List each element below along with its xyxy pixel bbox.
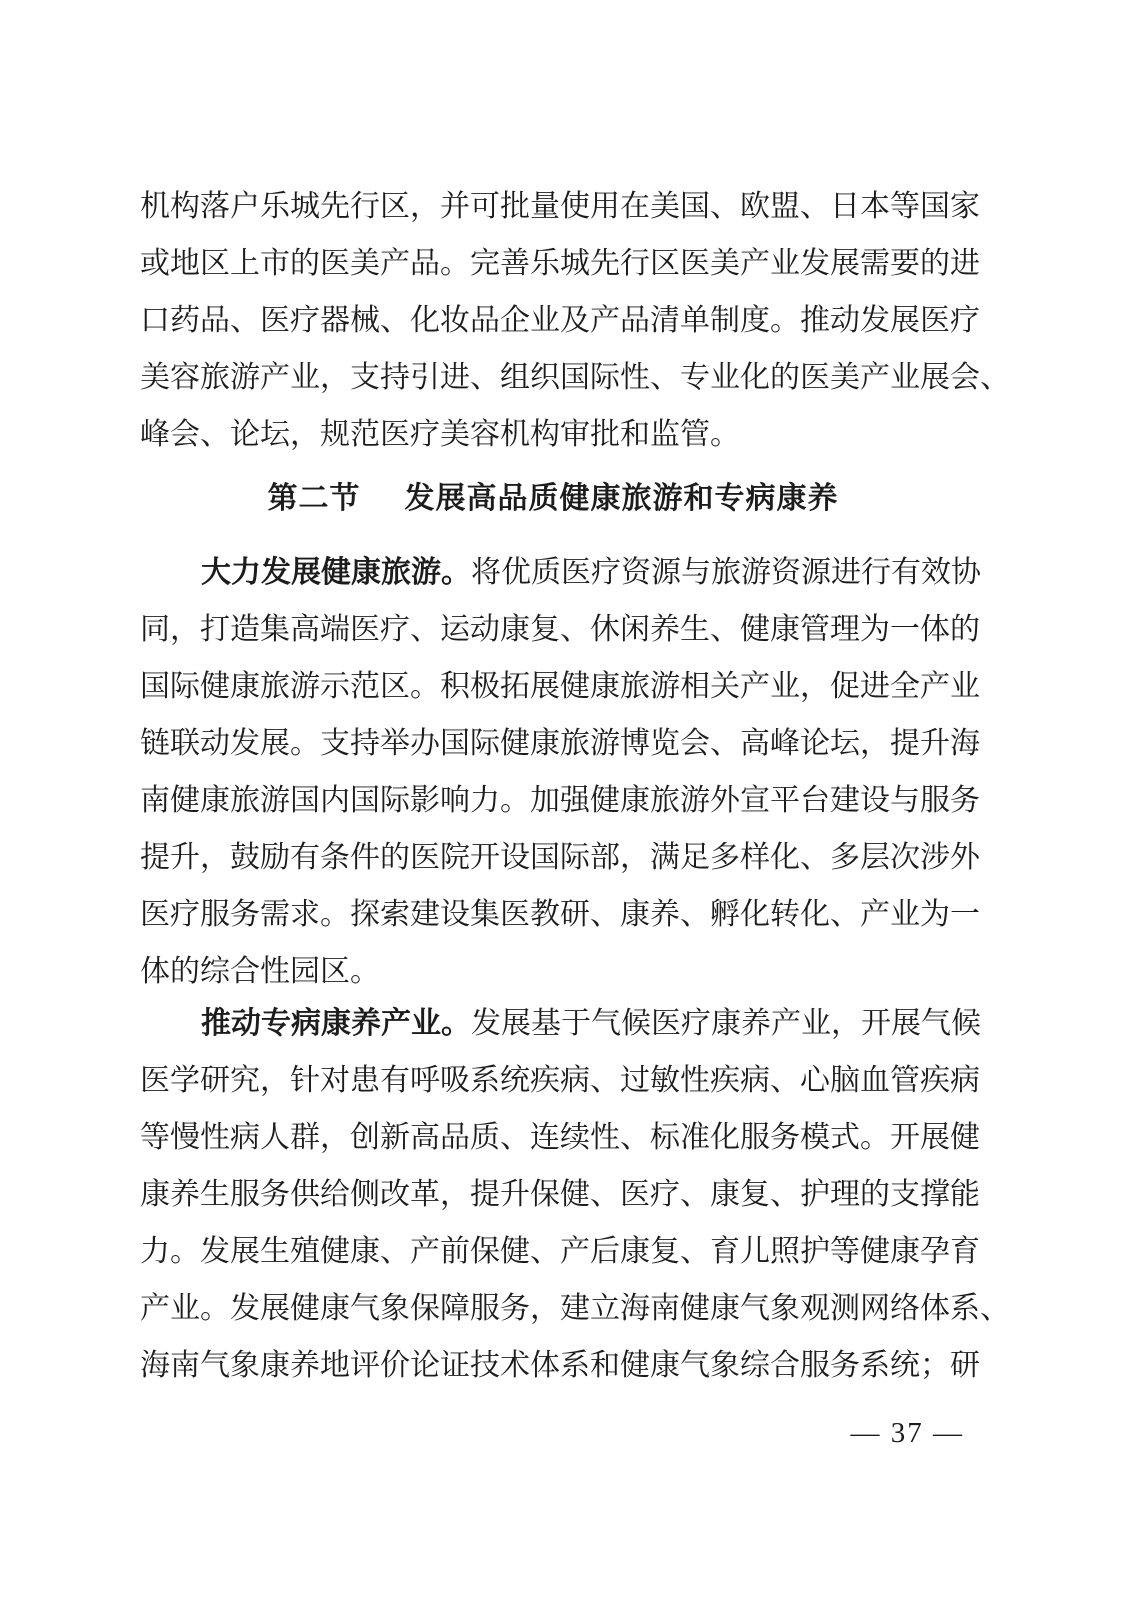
paragraph-lead-bold: 推动专病康养产业。 <box>201 1007 471 1040</box>
paragraph-continuation <box>140 178 1010 463</box>
text-line: 口药品、医疗器械、化妆品企业及产品清单制度。推动发展医疗 <box>140 304 980 337</box>
paragraph-disease-wellness <box>140 995 1010 1394</box>
section-heading-label: 第二节 <box>267 482 361 515</box>
text-line: 产业。发展健康气象保障服务，建立海南健康气象观测网络体系、 <box>140 1292 1010 1325</box>
text-line: 康养生服务供给侧改革，提升保健、医疗、康复、护理的支撑能 <box>140 1178 980 1211</box>
section-heading <box>140 470 966 527</box>
text-line: 同，打造集高端医疗、运动康复、休闲养生、健康管理为一体的 <box>140 613 980 646</box>
text-line: 链联动发展。支持举办国际健康旅游博览会、高峰论坛，提升海 <box>140 727 980 760</box>
text-line: 海南气象康养地评价论证技术体系和健康气象综合服务系统；研 <box>140 1349 980 1382</box>
text-line: 医疗服务需求。探索建设集医教研、康养、孵化转化、产业为一 <box>140 898 980 931</box>
text-line: 国际健康旅游示范区。积极拓展健康旅游相关产业，促进全产业 <box>140 670 980 703</box>
section-heading-title: 发展高品质健康旅游和专病康养 <box>404 482 839 515</box>
text-line: 机构落户乐城先行区，并可批量使用在美国、欧盟、日本等国家 <box>140 190 980 223</box>
text-line <box>140 995 981 1052</box>
text-line: 提升，鼓励有条件的医院开设国际部，满足多样化、多层次涉外 <box>140 841 980 874</box>
page-number: — 37 — <box>850 1417 964 1449</box>
text-line: 美容旅游产业，支持引进、组织国际性、专业化的医美产业展会、 <box>140 361 1010 394</box>
text-line: 或地区上市的医美产品。完善乐城先行区医美产业发展需要的进 <box>140 247 980 280</box>
paragraph-health-tourism <box>140 544 981 1000</box>
paragraph-lead-rest: 将优质医疗资源与旅游资源进行有效协 <box>471 556 981 589</box>
text-line: 体的综合性园区。 <box>140 955 380 988</box>
text-line: 峰会、论坛，规范医疗美容机构审批和监管。 <box>140 418 740 451</box>
text-line: 等慢性病人群，创新高品质、连续性、标准化服务模式。开展健 <box>140 1121 980 1154</box>
text-line: 南健康旅游国内国际影响力。加强健康旅游外宣平台建设与服务 <box>140 784 980 817</box>
paragraph-lead-rest: 发展基于气候医疗康养产业，开展气候 <box>471 1007 981 1040</box>
text-line: 医学研究，针对患有呼吸系统疾病、过敏性疾病、心脑血管疾病 <box>140 1064 980 1097</box>
paragraph-lead-bold: 大力发展健康旅游。 <box>201 556 471 589</box>
text-line <box>140 544 981 601</box>
text-line: 力。发展生殖健康、产前保健、产后康复、育儿照护等健康孕育 <box>140 1235 980 1268</box>
